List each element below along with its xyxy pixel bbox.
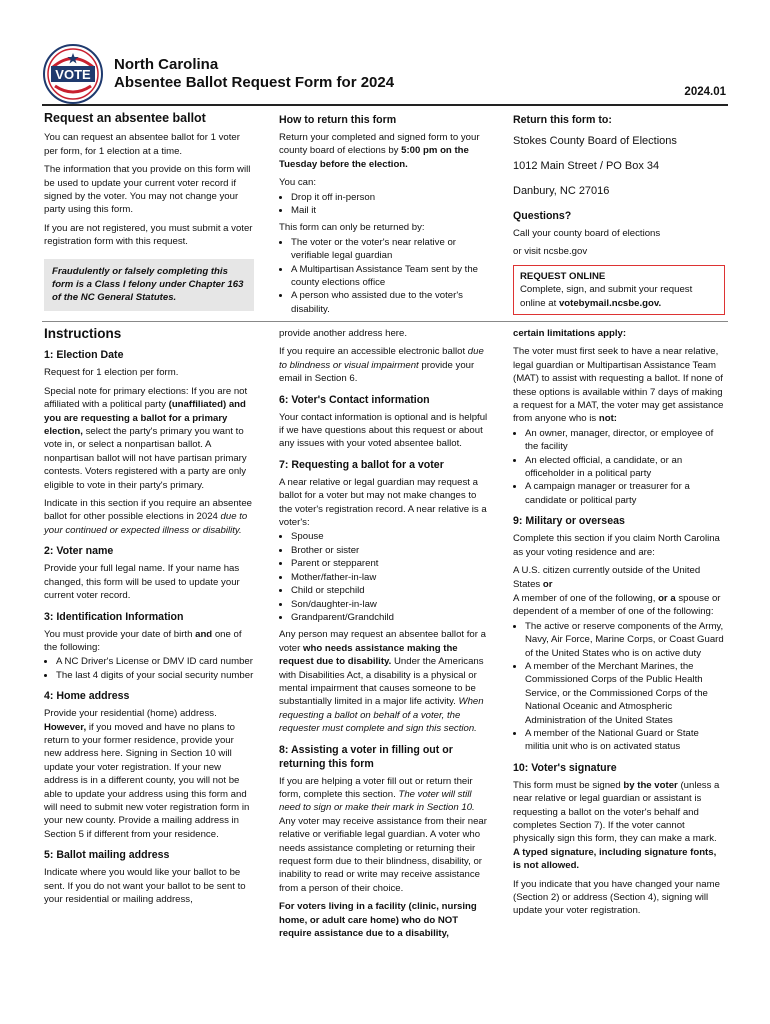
you-can: You can: xyxy=(279,177,316,189)
list-item: • Brother or sister xyxy=(291,544,491,557)
section-7-p1: A near relative or legal guardian may request a ballot for a voter but may not make changes to the voter's registration record. A near relative is a voter's: xyxy=(279,476,487,529)
section-2-p: Provide your full legal name. If your name has changed, this form will be used to update your current voter record. xyxy=(44,563,240,602)
section-8-p1a: If you are helping a voter fill out or return their form, complete this section. xyxy=(279,775,473,800)
questions-heading: Questions? xyxy=(513,210,572,222)
section-3-p1: You must provide your date of birth xyxy=(44,628,193,640)
list-item: • A campaign manager or treasurer for a candidate or political party xyxy=(525,480,725,507)
section-4-heading: 4: Home address xyxy=(44,690,130,703)
section-1-p3b: due to your continued or expected illness or disability. xyxy=(44,511,248,536)
section-3-p1-end: one of the following: xyxy=(44,628,242,653)
section-3-and: and xyxy=(195,628,213,640)
section-10-p1a: This form must be signed xyxy=(513,779,621,791)
list-item: • Grandparent/Grandchild xyxy=(291,611,491,624)
request-heading: Request an absentee ballot xyxy=(44,111,206,125)
instructions-column-3 xyxy=(513,327,725,923)
section-7-p2a: Any person may request an absentee ballot for a voter xyxy=(279,629,486,654)
section-7-heading: 7: Requesting a ballot for a voter xyxy=(279,458,444,471)
title-line-1: North Carolina xyxy=(114,56,219,73)
request-p2: The information that you provide on this form will be used to update your current voter record if signed by the voter. You may not change your party using this form. xyxy=(44,164,251,216)
list-item: • Mother/father-in-law xyxy=(291,571,491,584)
section-9-p2: A U.S. citizen currently outside of the United States xyxy=(513,565,701,590)
list-item: • Child or stepchild xyxy=(291,584,491,597)
how-to-return-heading: How to return this form xyxy=(279,114,397,126)
section-8-p1c: Any voter may receive assistance from their near relative or verifiable legal guardian. A voter who needs assistance completing or returning their request form due to their blindness, disability, or inability to read or write may receive assistance from a person of their choice. xyxy=(279,815,487,894)
list-item: • A NC Driver's License or DMV ID card number xyxy=(56,655,254,668)
request-online-box xyxy=(513,265,725,315)
section-10-p1b: by the voter xyxy=(623,779,678,791)
section-6-heading: 6: Voter's Contact information xyxy=(279,393,430,406)
felony-notice: Fraudulently or falsely completing this form is a Class I felony under Chapter 163 of the NC General Statutes. xyxy=(44,259,254,311)
section-1-p2c: select the party's primary you want to vote in, or select a nonpartisan ballot. A nonpartisan ballot will not have partisan primary contests. Voters registered with a party are only eligible to vote in their party's primary. xyxy=(44,426,247,491)
return-to-section xyxy=(513,113,725,315)
board-city: Danbury, NC 27016 xyxy=(513,185,610,197)
instructions-column-2 xyxy=(279,327,491,945)
accessible-p1a: If you require an accessible electronic ballot xyxy=(279,346,466,358)
how-to-return-section xyxy=(279,113,491,320)
list-item: • A member of the National Guard or State militia unit who is on activated status xyxy=(525,727,725,754)
section-7-p2c: Under the Americans with Disabilities Act, a disability is a physical or mental impairment that causes someone to be substantially limited in a major life activity. xyxy=(279,656,484,708)
section-1-heading: 1: Election Date xyxy=(44,349,124,362)
questions-line-2: or visit ncsbe.gov xyxy=(513,246,588,258)
section-5-p: Indicate where you would like your ballot to be sent. If you do not want your ballot to be sent to your residential or mailing address, xyxy=(44,867,246,905)
section-5-heading: 5: Ballot mailing address xyxy=(44,849,170,862)
list-item: • A person who assisted due to the voter's disability. xyxy=(291,289,491,316)
section-8-continued: certain limitations apply: xyxy=(513,328,627,339)
section-4-p2: if you moved and have no plans to return to your former residence, provide your new address here. Signing in Section 10 will update your voter registration. If your new address is in a different county, you will not be able to update your address using this form and will need to submit new voter registration form in your new county. Provide a mailing address in Section 5 if different from your residence. xyxy=(44,721,250,840)
section-3-heading: 3: Identification Information xyxy=(44,610,184,623)
svg-text:VOTE: VOTE xyxy=(55,67,91,82)
return-methods-list xyxy=(279,191,491,218)
request-p3: If you are not registered, you must submit a voter registration form with this request. xyxy=(44,222,253,248)
request-online-text: Complete, sign, and submit your request online at xyxy=(520,284,693,309)
request-online-heading: REQUEST ONLINE xyxy=(520,270,606,282)
return-p1: Return your completed and signed form to your county board of elections by xyxy=(279,132,480,157)
section-2-heading: 2: Voter name xyxy=(44,545,114,558)
section-1-p2a: Special note for primary elections: If you are not affiliated with a political party xyxy=(44,385,248,411)
section-8-p2: For voters living in a facility (clinic, nursing home, or adult care home) who do NOT require assistance due to a disability, xyxy=(279,901,477,940)
section-9-p3c: spouse or dependent of a member of one of the following: xyxy=(513,592,721,618)
list-item: • Son/daughter-in-law xyxy=(291,598,491,611)
form-version: 2024.01 xyxy=(684,86,726,98)
section-9-heading: 9: Military or overseas xyxy=(513,515,625,528)
list-item: • Mail it xyxy=(291,204,491,217)
questions-line-1: Call your county board of elections xyxy=(513,228,661,239)
section-5-continued: provide another address here. xyxy=(279,328,407,339)
section-4-however: However, xyxy=(44,721,87,733)
limitations-p1a: The voter must first seek to have a near relative, legal guardian or Multipartisan Assistance Team (MAT) to assist with requesting a ballot. If none of these options is available within 7 days of making a request for a MAT, the voter may get assistance from anyone who is xyxy=(513,346,724,425)
id-options-list xyxy=(44,655,254,682)
accessible-p1c: provide your email in Section 6. xyxy=(279,359,475,385)
section-9-p3b: or a xyxy=(658,592,676,604)
list-item: • The last 4 digits of your social security number xyxy=(56,669,254,682)
request-online-link[interactable]: votebymail.ncsbe.gov. xyxy=(558,297,662,309)
accessible-p1b: due to blindness or visual impairment xyxy=(279,346,484,371)
section-1-p2b: (unaffiliated) and you are requesting a ballot for a primary election, xyxy=(44,399,246,438)
request-p1: You can request an absentee ballot for 1 voter per form, for 1 election at a time. xyxy=(44,132,240,157)
list-item: • Drop it off in-person xyxy=(291,191,491,204)
instructions-column-1 xyxy=(44,327,254,911)
section-4-p1: Provide your residential (home) address. xyxy=(44,708,217,720)
section-8-heading: 8: Assisting a voter in filling out or returning this form xyxy=(279,743,453,770)
list-item: • An elected official, a candidate, or an officeholder in a political party xyxy=(525,454,725,481)
section-6-p: Your contact information is optional and is helpful if we have questions about this request or about any issues with your voted absentee ballot. xyxy=(279,411,488,450)
list-item: • A Multipartisan Assistance Team sent by the county elections office xyxy=(291,263,491,290)
request-section xyxy=(44,112,254,311)
military-list xyxy=(513,620,725,754)
board-street: 1012 Main Street / PO Box 34 xyxy=(513,160,660,172)
list-item: • Parent or stepparent xyxy=(291,557,491,570)
board-name: Stokes County Board of Elections xyxy=(513,135,677,147)
section-7-p2d: When requesting a ballot on behalf of a voter, the requester must complete and sign this section. xyxy=(279,696,484,735)
excluded-assistants-list xyxy=(513,427,725,507)
return-deadline: 5:00 pm on the Tuesday before the election. xyxy=(279,145,469,170)
section-10-p1d: A typed signature, including signature fonts, is not allowed. xyxy=(513,846,717,872)
list-item: • An owner, manager, director, or employee of the facility xyxy=(525,427,725,454)
instructions-heading: Instructions xyxy=(44,326,122,341)
list-item: • A member of the Merchant Marines, the Commissioned Corps of the Public Health Service, or the Commissioned Corps of the National Oceanic and Atmospheric Administration of the United States xyxy=(525,660,725,727)
header-divider xyxy=(42,104,728,106)
section-divider xyxy=(42,321,728,322)
list-item: • Spouse xyxy=(291,530,491,543)
vote-logo-icon xyxy=(43,44,103,104)
only-returned-by: This form can only be returned by: xyxy=(279,222,425,234)
section-10-p2: If you indicate that you have changed your name (Section 2) or address (Section 4), signing will update your voter registration. xyxy=(513,878,720,917)
list-item: • The active or reserve components of the Army, Navy, Air Force, Marine Corps, or Coast Guard of the United States who is on active duty xyxy=(525,620,725,660)
section-10-p1c: (unless a near relative or legal guardian or assistant is requesting a ballot on the voter's behalf and completes Section 7). If the voter cannot physically sign this form, they can make a mark. xyxy=(513,779,720,845)
section-10-heading: 10: Voter's signature xyxy=(513,761,617,774)
section-1-p3a: Indicate in this section if you require an absentee ballot for other possible elections in 2024 xyxy=(44,498,252,523)
list-item: • The voter or the voter's near relative or verifiable legal guardian xyxy=(291,236,491,263)
title-line-2: Absentee Ballot Request Form for 2024 xyxy=(114,74,395,91)
section-1-p1: Request for 1 election per form. xyxy=(44,367,179,379)
returners-list xyxy=(279,236,491,316)
section-9-p1: Complete this section if you claim North Carolina as your voting residence and are: xyxy=(513,533,720,558)
limitations-not: not: xyxy=(598,413,617,425)
section-9-p3a: A member of one of the following, xyxy=(513,592,656,604)
near-relative-list xyxy=(279,530,491,624)
section-7-p2b: who needs assistance making the request due to disability. xyxy=(279,642,458,668)
section-9-or: or xyxy=(542,578,553,590)
form-title xyxy=(114,56,394,92)
section-8-p1b: The voter will still need to sign or make their mark in Section 10. xyxy=(279,788,475,814)
return-to-heading: Return this form to: xyxy=(513,114,612,126)
